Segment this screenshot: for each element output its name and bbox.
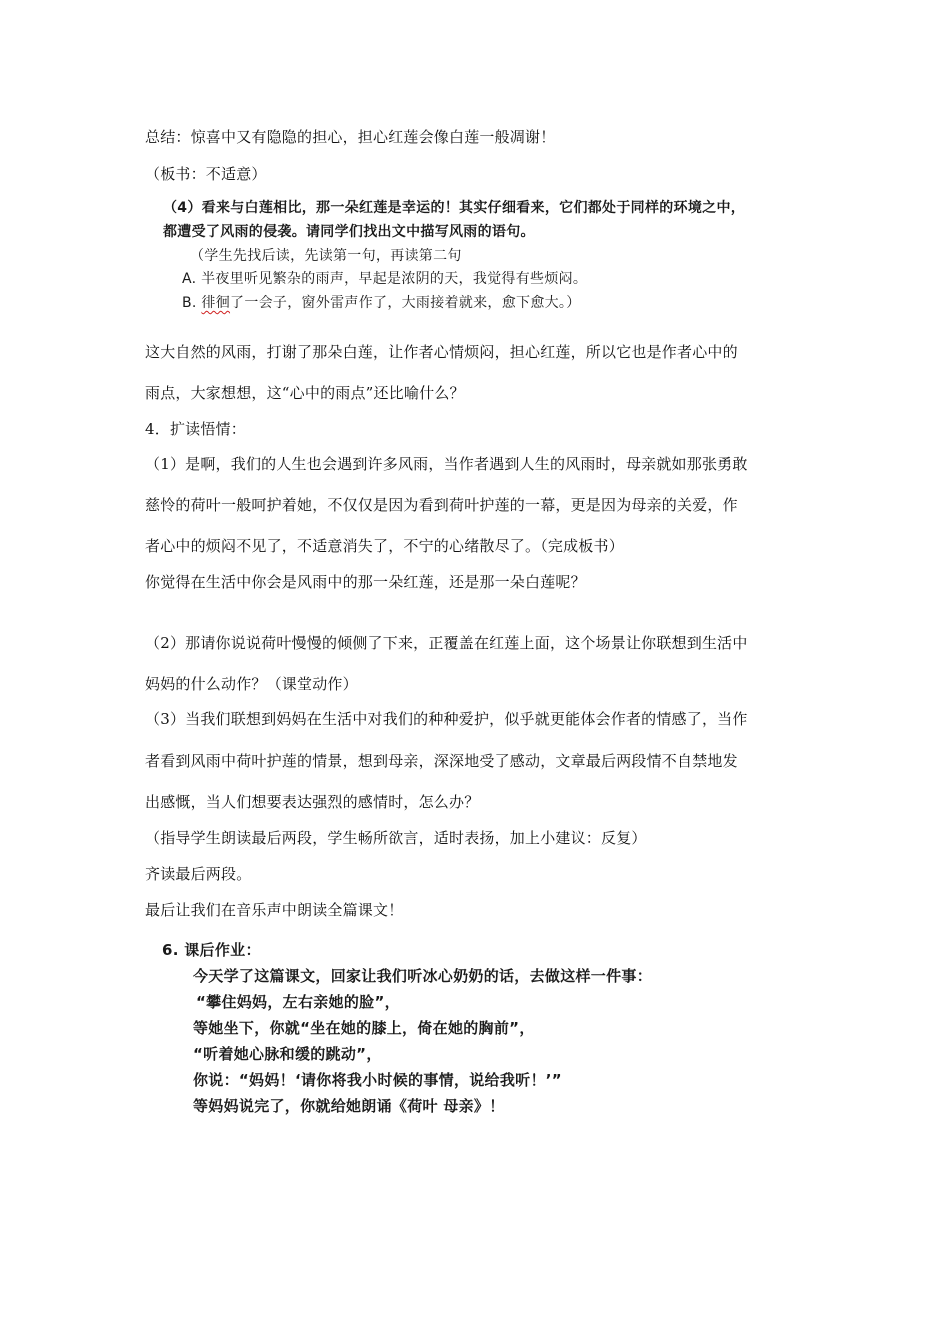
section-4-p1-question: 你觉得在生活中你会是风雨中的那一朵红莲，还是那一朵白莲呢？ <box>145 573 586 591</box>
q4-option-b-prefix: B. <box>182 295 202 311</box>
section-4-p3-line-2: 者看到风雨中荷叶护莲的情景，想到母亲，深深地受了感动，文章最后两段情不自禁地发 <box>145 752 738 770</box>
q4-line-1: （4）看来与白莲相比，那一朵红莲是幸运的！其实仔细看来，它们都处于同样的环境之中， <box>163 200 746 216</box>
section-4-p1-line-2: 慈怜的荷叶一般呵护着她，不仅仅是因为看到荷叶护莲的一幕，更是因为母亲的关爱，作 <box>145 496 738 514</box>
rain-para-line-1: 这大自然的风雨，打谢了那朵白莲，让作者心情烦闷，担心红莲，所以它也是作者心中的 <box>145 343 738 361</box>
homework-line-5: 你说：“妈妈！‘请你将我小时候的事情，说给我听！’” <box>193 1071 562 1089</box>
section-4-p2-line-1: （2）那请你说说荷叶慢慢的倾侧了下来，正覆盖在红莲上面，这个场景让你联想到生活中 <box>145 634 748 652</box>
homework-line-1: 今天学了这篇课文，回家让我们听冰心奶奶的话，去做这样一件事： <box>193 967 653 985</box>
final-read-line: 最后让我们在音乐声中朗读全篇课文！ <box>145 901 404 919</box>
section-4-p3-line-1: （3）当我们联想到妈妈在生活中对我们的种种爱护，似乎就更能体会作者的情感了，当作 <box>145 710 748 728</box>
q4-option-b-rest: 了一会子，窗外雷声作了，大雨接着就来，愈下愈大。） <box>230 295 581 311</box>
homework-line-3: 等她坐下，你就“坐在她的膝上，倚在她的胸前”， <box>193 1019 535 1037</box>
section-4-heading: 4．扩读悟情： <box>145 420 246 438</box>
q4-line-3: （学生先找后读，先读第一句，再读第二句 <box>190 248 462 264</box>
q4-option-b <box>182 293 581 313</box>
q4-line-2: 都遭受了风雨的侵袭。请同学们找出文中描写风雨的语句。 <box>163 224 535 240</box>
section-4-p2-line-2: 妈妈的什么动作？（课堂动作） <box>145 675 358 693</box>
section-4-p1-line-1: （1）是啊，我们的人生也会遇到许多风雨，当作者遇到人生的风雨时，母亲就如那张勇敢 <box>145 455 748 473</box>
board-note: （板书：不适意） <box>145 165 267 183</box>
homework-line-4: “听着她心脉和缓的跳动”， <box>193 1045 382 1063</box>
homework-line-2: “攀住妈妈，左右亲她的脸”， <box>196 993 400 1011</box>
summary-line: 总结：惊喜中又有隐隐的担心，担心红莲会像白莲一般凋谢！ <box>145 128 556 146</box>
homework-heading: 6. 课后作业： <box>162 941 261 959</box>
section-4-p1-line-3: 者心中的烦闷不见了，不适意消失了，不宁的心绪散尽了。（完成板书） <box>145 537 624 555</box>
q4-option-a: A. 半夜里听见繁杂的雨声，早起是浓阴的天，我觉得有些烦闷。 <box>182 271 588 287</box>
q4-option-b-marked-word: 徘徊 <box>201 295 231 311</box>
rain-para-line-2: 雨点，大家想想，这“心中的雨点”还比喻什么？ <box>145 384 465 402</box>
read-together-line: 齐读最后两段。 <box>145 865 252 883</box>
guide-note: （指导学生朗读最后两段，学生畅所欲言，适时表扬，加上小建议：反复） <box>145 829 647 847</box>
section-4-p3-line-3: 出感慨，当人们想要表达强烈的感情时，怎么办？ <box>145 793 480 811</box>
homework-line-6: 等妈妈说完了，你就给她朗诵《荷叶 母亲》！ <box>193 1097 505 1115</box>
